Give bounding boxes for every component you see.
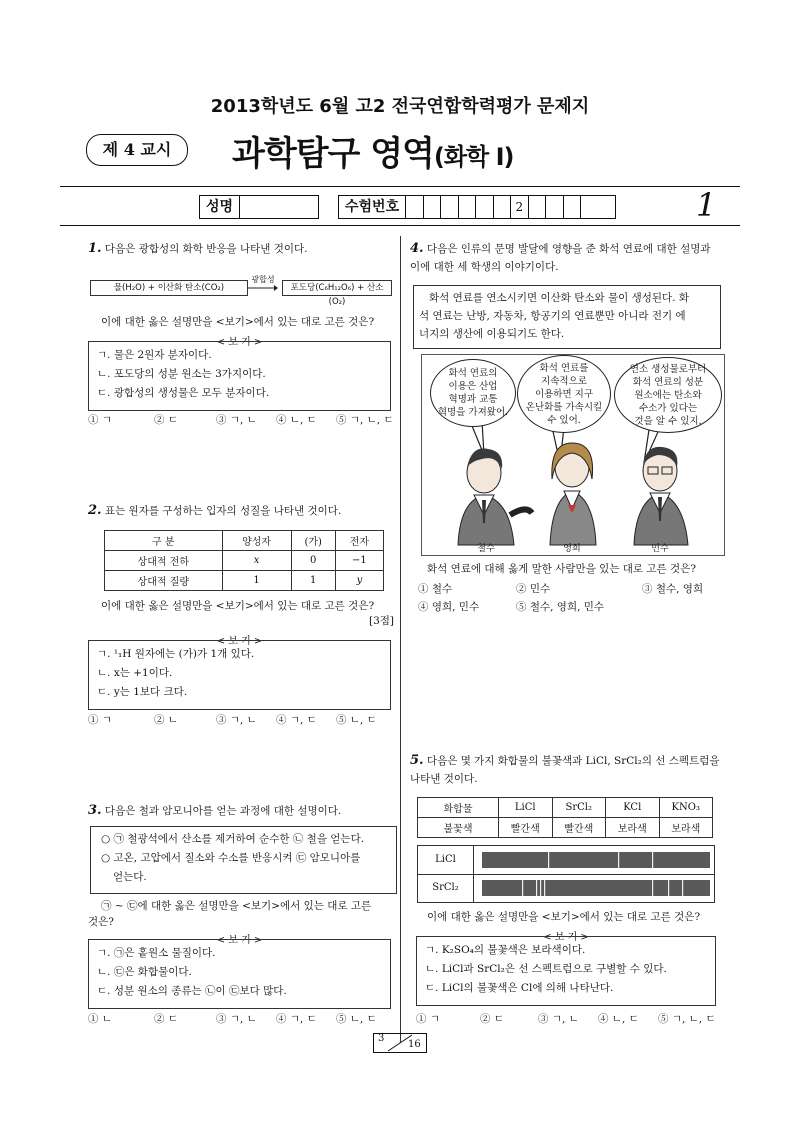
question-2-choices <box>88 712 398 727</box>
question-1-prompt: 이에 대한 옳은 설명만을 <보기>에서 있는 대로 고른 것은? <box>101 316 375 328</box>
bubble-line: 화석 연료의 <box>448 368 498 379</box>
question-text: 다음은 몇 가지 화합물의 불꽃색과 LiCl, SrCl₂의 선 스펙트럼을 <box>426 755 720 767</box>
question-2-stem <box>88 502 393 520</box>
subject-main: 과학탐구 영역 <box>232 134 434 174</box>
bogi-title-text: < 보 기 > <box>213 636 267 647</box>
page-indicator <box>373 1033 427 1053</box>
bubble-line: 연소 생성물로부터 <box>629 363 707 375</box>
table-row <box>105 551 384 571</box>
question-3-stem <box>88 802 393 820</box>
choice[interactable]: ④ ㄴ, ㄷ <box>598 1013 639 1025</box>
total-pages: 16 <box>408 1039 421 1050</box>
spectra-divider <box>473 874 714 875</box>
exam-number-cell <box>459 196 477 218</box>
exam-number-cell <box>494 196 512 218</box>
question-2-prompt: 이에 대한 옳은 설명만을 <보기>에서 있는 대로 고른 것은? <box>101 600 375 612</box>
table-header-cell: SrCl₂ <box>552 798 606 818</box>
arrow-label: 광합성 <box>251 275 275 284</box>
bogi-item: ㄷ. LiCl의 불꽃색은 Cl에 의해 나타난다. <box>425 982 614 994</box>
table-header-cell: LiCl <box>499 798 553 818</box>
table-cell: 불꽃색 <box>418 818 499 838</box>
particle-table <box>104 530 384 591</box>
question-3-choices <box>88 1011 398 1026</box>
bubble-line: 원소에는 탄소와 <box>634 389 702 401</box>
bogi-item: ㄱ. K₂SO₄의 불꽃색은 보라색이다. <box>425 944 586 956</box>
question-4-choices-row2 <box>418 599 728 614</box>
question-text: 다음은 광합성의 화학 반응을 나타낸 것이다. <box>104 243 308 255</box>
reaction-arrow-icon <box>247 283 279 293</box>
choice[interactable]: ⑤ ㄴ, ㄷ <box>336 714 377 726</box>
choice[interactable]: ① ㄱ <box>88 714 112 726</box>
choice[interactable]: ③ ㄱ, ㄴ <box>216 714 257 726</box>
bubble-line: 혁명과 교통 <box>448 394 498 405</box>
box-line: 화석 연료를 연소시키면 이산화 탄소와 물이 생성된다. 화 <box>429 292 689 304</box>
question-4-stem-cont: 이에 대한 세 학생의 이야기이다. <box>410 261 559 273</box>
page-number: 1 <box>696 186 717 224</box>
speech-bubble-cheolsu <box>430 359 516 427</box>
box-line: 석 연료는 난방, 자동차, 항공기의 연료뿐만 아니라 전기 에 <box>419 310 686 322</box>
exam-number-cell <box>424 196 442 218</box>
choice[interactable]: ④ ㄱ, ㄷ <box>276 714 317 726</box>
choice[interactable]: ⑤ ㄱ, ㄴ, ㄷ <box>336 414 394 426</box>
choice[interactable]: ⑤ ㄱ, ㄴ, ㄷ <box>658 1013 716 1025</box>
question-5-choices <box>416 1011 736 1026</box>
table-cell: x <box>222 551 291 571</box>
session-label: 제 4 교시 <box>86 134 188 166</box>
bubble-line: 혁명을 가져왔어. <box>437 407 509 418</box>
exam-number-field <box>338 195 616 219</box>
choice[interactable]: ④ 영희, 민수 <box>418 601 480 613</box>
speech-bubble-younghee <box>517 355 611 433</box>
exam-number-cell <box>476 196 494 218</box>
table-header-cell: 전자 <box>335 531 383 551</box>
spectrum-label: SrCl₂ <box>418 874 474 902</box>
question-1-stem <box>88 240 393 258</box>
name-label: 성명 <box>200 196 240 218</box>
box-line: ○ 고온, 고압에서 질소와 수소를 반응시켜 ㉢ 암모니아를 <box>101 852 361 864</box>
bubble-line: 이용하면 지구 <box>534 388 594 400</box>
table-cell: 상대적 전하 <box>105 551 223 571</box>
choice[interactable]: ② ㄴ <box>154 714 178 726</box>
bubble-line: 지속적으로 <box>541 375 587 387</box>
bogi-item: ㄱ. ㉠은 홑원소 물질이다. <box>97 947 216 959</box>
choice[interactable]: ⑤ ㄴ, ㄷ <box>336 1013 377 1025</box>
choice[interactable]: ④ ㄱ, ㄷ <box>276 1013 317 1025</box>
bogi-item: ㄷ. 광합성의 생성물은 모두 분자이다. <box>97 387 270 399</box>
bogi-title-text: < 보 기 > <box>213 337 267 348</box>
bubble-line: 화석 연료를 <box>539 362 589 374</box>
bubble-line: 수 있어. <box>547 414 581 426</box>
table-cell: y <box>335 571 383 591</box>
exam-number-cell: 2 <box>511 196 529 218</box>
student-name: 철수 <box>477 544 495 554</box>
question-5-stem <box>410 752 730 770</box>
exam-number-cell <box>441 196 459 218</box>
table-header-cell: (가) <box>291 531 335 551</box>
students-illustration <box>421 354 725 556</box>
bubble-line: 수소가 있다는 <box>638 402 698 414</box>
flame-color-table <box>417 797 713 838</box>
student-name: 영희 <box>563 544 581 554</box>
question-1-bogi <box>88 341 391 411</box>
table-row <box>105 531 384 551</box>
spectra-box <box>417 845 715 903</box>
current-page: 3 <box>378 1033 385 1044</box>
question-5-bogi <box>416 936 716 1006</box>
speech-bubble-minsu <box>614 357 722 433</box>
question-text: 다음은 철과 암모니아를 얻는 과정에 대한 설명이다. <box>104 805 342 817</box>
table-row <box>105 571 384 591</box>
question-text: 다음은 인류의 문명 발달에 영향을 준 화석 연료에 대한 설명과 <box>426 243 711 255</box>
name-field <box>199 195 319 219</box>
question-4-prompt: 화석 연료에 대해 옳게 말한 사람만을 있는 대로 고른 것은? <box>427 563 696 575</box>
box-line: ○ ㉠ 철광석에서 산소를 제거하여 순수한 ㉡ 철을 얻는다. <box>101 833 365 845</box>
exam-number-cell <box>546 196 564 218</box>
table-cell: 빨간색 <box>552 818 606 838</box>
bogi-item: ㄷ. 성분 원소의 종류는 ㉡이 ㉢보다 많다. <box>97 985 287 997</box>
table-cell: 1 <box>291 571 335 591</box>
choice[interactable]: ② 민수 <box>516 583 551 595</box>
table-row <box>418 798 713 818</box>
exam-number-label: 수험번호 <box>339 196 406 218</box>
points-label: [3점] <box>368 615 394 627</box>
choice[interactable]: ③ 철수, 영희 <box>642 583 704 595</box>
choice[interactable]: ① ㄴ <box>88 1013 112 1025</box>
question-4-box <box>413 285 721 349</box>
question-number: 4. <box>410 241 424 256</box>
box-line: 너지의 생산에 이용되기도 한다. <box>419 328 565 340</box>
table-cell: 상대적 질량 <box>105 571 223 591</box>
choice[interactable]: ③ ㄱ, ㄴ <box>538 1013 579 1025</box>
choice[interactable]: ② ㄷ <box>154 1013 178 1025</box>
question-3-prompt-cont: 것은? <box>88 916 114 928</box>
reactants-box: 물(H₂O) + 이산화 탄소(CO₂) <box>90 280 248 296</box>
table-cell: 보라색 <box>659 818 713 838</box>
products-box: 포도당(C₆H₁₂O₆) + 산소(O₂) <box>282 280 392 296</box>
student-name: 민수 <box>651 544 669 554</box>
exam-title: 2013학년도 6월 고2 전국연합학력평가 문제지 <box>210 96 590 117</box>
question-number: 3. <box>88 803 102 818</box>
question-5-stem-cont: 나타낸 것이다. <box>410 773 478 785</box>
question-3-prompt: ㉠ ~ ㉢에 대한 옳은 설명만을 <보기>에서 있는 대로 고른 <box>101 900 372 912</box>
question-3-box <box>90 826 397 894</box>
bogi-item: ㄱ. 물은 2원자 분자이다. <box>97 349 212 361</box>
question-2-bogi <box>88 640 391 710</box>
header-rule-bottom <box>60 225 740 226</box>
choice[interactable]: ① ㄱ <box>416 1013 440 1025</box>
question-3-bogi <box>88 939 391 1009</box>
exam-number-cell <box>581 196 598 218</box>
bubble-line: 온난화를 가속시킬 <box>525 401 603 413</box>
subject-title <box>232 126 514 175</box>
choice[interactable]: ③ ㄱ, ㄴ <box>216 1013 257 1025</box>
exam-number-cell <box>529 196 547 218</box>
bogi-item: ㄴ. ㉢은 화합물이다. <box>97 966 192 978</box>
exam-number-cell <box>564 196 582 218</box>
table-header-cell: KNO₃ <box>659 798 713 818</box>
bubble-line: 이용은 산업 <box>448 381 498 392</box>
table-header-cell: 구 분 <box>105 531 223 551</box>
header-rule-top <box>60 186 740 187</box>
table-header-cell: KCl <box>606 798 660 818</box>
bogi-title-text: < 보 기 > <box>213 935 267 946</box>
choice[interactable]: ① 철수 <box>418 583 453 595</box>
table-cell: 보라색 <box>606 818 660 838</box>
table-cell: 0 <box>291 551 335 571</box>
question-number: 2. <box>88 503 102 518</box>
bogi-item: ㄴ. x는 +1이다. <box>97 667 173 679</box>
column-divider <box>400 236 401 1042</box>
box-line: 얻는다. <box>113 871 147 883</box>
choice[interactable]: ③ ㄱ, ㄴ <box>216 414 257 426</box>
question-number: 5. <box>410 753 424 768</box>
bogi-title-text: < 보 기 > <box>539 932 593 943</box>
choice[interactable]: ④ ㄴ, ㄷ <box>276 414 317 426</box>
bogi-item: ㄴ. 포도당의 성분 원소는 3가지이다. <box>97 368 266 380</box>
exam-number-cell <box>406 196 424 218</box>
bogi-item: ㄷ. y는 1보다 크다. <box>97 686 188 698</box>
spectrum-label: LiCl <box>418 846 474 875</box>
question-4-stem <box>410 240 730 258</box>
table-header-cell: 양성자 <box>222 531 291 551</box>
choice[interactable]: ① ㄱ <box>88 414 112 426</box>
question-4-choices-row1 <box>418 581 728 596</box>
choice[interactable]: ② ㄷ <box>154 414 178 426</box>
question-1-choices <box>88 412 398 427</box>
table-cell: 빨간색 <box>499 818 553 838</box>
bubble-line: 것을 알 수 있지. <box>634 415 702 427</box>
question-number: 1. <box>88 241 102 256</box>
bogi-item: ㄱ. ¹₁H 원자에는 (가)가 1개 있다. <box>97 648 255 660</box>
question-text: 표는 원자를 구성하는 입자의 성질을 나타낸 것이다. <box>104 505 342 517</box>
choice[interactable]: ⑤ 철수, 영희, 민수 <box>516 601 605 613</box>
choice[interactable]: ② ㄷ <box>480 1013 504 1025</box>
table-header-cell: 화합물 <box>418 798 499 818</box>
table-cell: 1 <box>222 571 291 591</box>
question-5-prompt: 이에 대한 옳은 설명만을 <보기>에서 있는 대로 고른 것은? <box>427 911 701 923</box>
licl-spectrum-icon <box>482 852 710 868</box>
bubble-line: 화석 연료의 성분 <box>632 376 704 388</box>
srcl2-spectrum-icon <box>482 880 710 896</box>
subject-sub: (화학 Ⅰ) <box>433 143 514 171</box>
table-row <box>418 818 713 838</box>
table-cell: −1 <box>335 551 383 571</box>
bogi-item: ㄴ. LiCl과 SrCl₂은 선 스펙트럼으로 구별할 수 있다. <box>425 963 667 975</box>
